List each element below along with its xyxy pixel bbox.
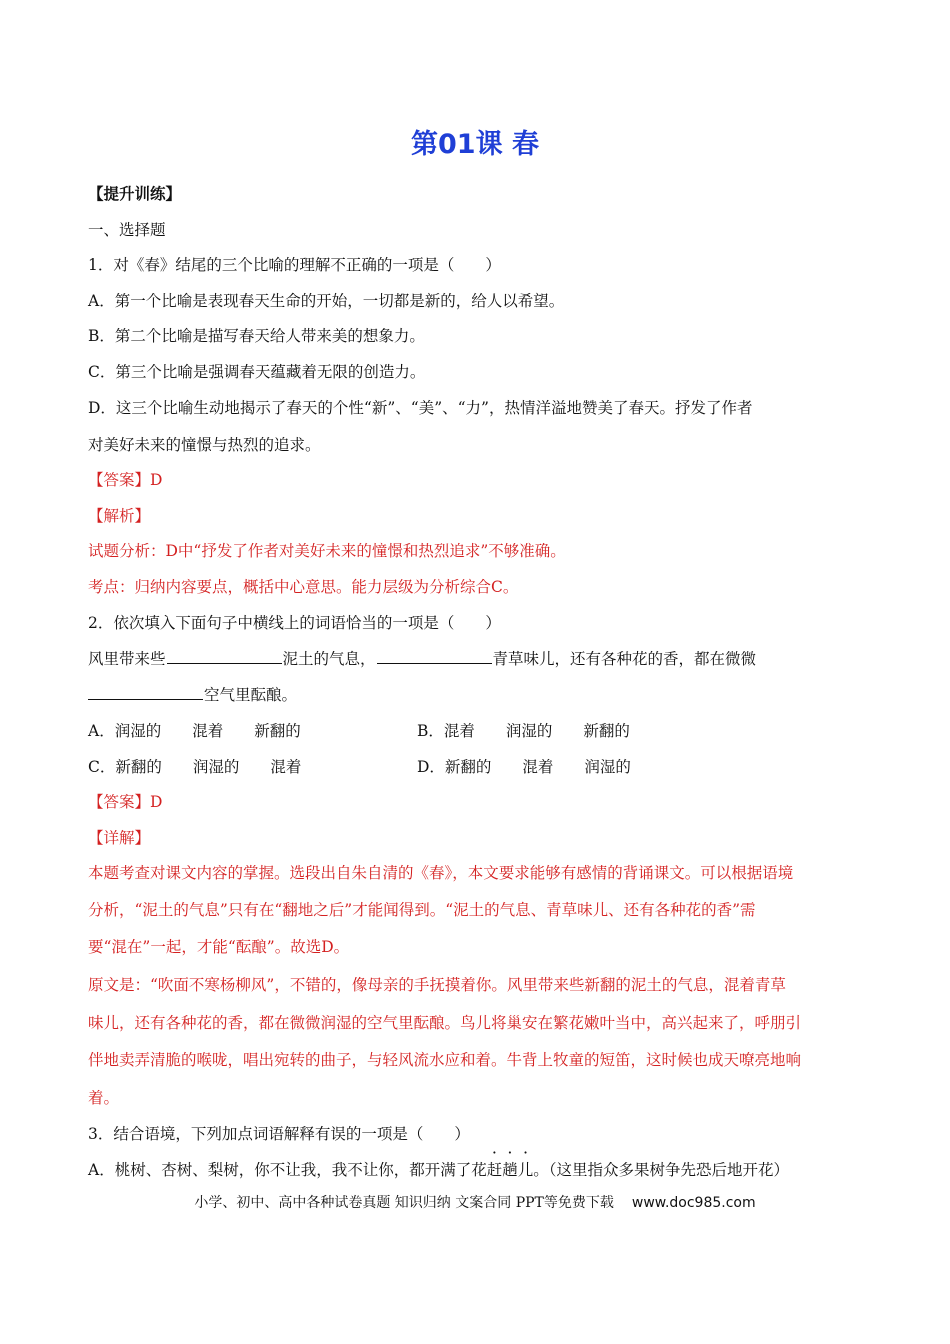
q2-sentence-part-c: 青草味儿，还有各种花的香，都在微微 [492, 650, 757, 668]
section-label: 【提升训练】 [88, 184, 182, 203]
q1-stem: 1．对《春》结尾的三个比喻的理解不正确的一项是（ ） [88, 256, 501, 274]
q1-analysis-text: 试题分析：D中“抒发了作者对美好未来的憧憬和热烈追求”不够准确。 [88, 542, 566, 560]
footer-url[interactable]: www.doc985.com [631, 1195, 756, 1211]
q2-option-b: B．混着 润湿的 新翻的 [417, 722, 630, 740]
q2-sentence-part-d: 空气里酝酿。 [204, 686, 298, 704]
q2-detail-line3: 要“混在”一起，才能“酝酿”。故选D。 [88, 938, 350, 956]
q2-original-line1: 原文是：“吹面不寒杨柳风”，不错的，像母亲的手抚摸着你。风里带来些新翻的泥土的气息，混着青草 [88, 976, 786, 994]
q3-option-a-post: 。（这里指众多果树争先恐后地开花） [533, 1161, 790, 1179]
q3-dotted-char-3: 儿 [517, 1161, 534, 1179]
q2-original-line4: 着。 [88, 1089, 120, 1107]
q2-blank-1 [167, 648, 282, 664]
q1-option-a: A．第一个比喻是表现春天生命的开始，一切都是新的，给人以希望。 [88, 292, 565, 310]
q1-answer: 【答案】D [88, 471, 163, 489]
q1-analysis-point: 考点：归纳内容要点，概括中心意思。能力层级为分析综合C。 [88, 578, 519, 596]
q3-dotted-char-2: 趟 [502, 1161, 518, 1179]
q3-option-a-pre: A．桃树、杏树、梨树，你不让我，我不让你，都开满了花 [88, 1161, 487, 1179]
q1-option-d-line1: D．这三个比喻生动地揭示了春天的个性“新”、“美”、“力”，热情洋溢地赞美了春天。抒发了作者 [88, 399, 753, 417]
q1-option-d-line2: 对美好未来的憧憬与热烈的追求。 [88, 436, 321, 454]
q1-analysis-label: 【解析】 [88, 507, 151, 525]
q2-sentence-part-b: 泥土的气息， [282, 650, 376, 668]
q2-original-line2: 味儿，还有各种花的香，都在微微润湿的空气里酝酿。鸟儿将巢安在繁花嫩叶当中，高兴起来了，呼朋引 [88, 1014, 802, 1032]
q2-stem: 2．依次填入下面句子中横线上的词语恰当的一项是（ ） [88, 614, 501, 632]
q2-blank-3 [88, 684, 203, 700]
q1-option-b: B．第二个比喻是描写春天给人带来美的想象力。 [88, 327, 425, 345]
q3-option-a [88, 1159, 868, 1181]
q2-original-line3: 伴地卖弄清脆的喉咙，唱出宛转的曲子，与轻风流水应和着。牛背上牧童的短笛，这时候也成天嘹亮地响 [88, 1051, 802, 1069]
page-footer [0, 1192, 950, 1212]
q2-detail-label: 【详解】 [88, 829, 151, 847]
page-title: 第01课 春 [411, 129, 539, 160]
q2-option-a: A．润湿的 混着 新翻的 [88, 722, 301, 740]
q2-option-c: C．新翻的 润湿的 混着 [88, 758, 302, 776]
q2-option-d: D．新翻的 混着 润湿的 [417, 758, 631, 776]
footer-text: 小学、初中、高中各种试卷真题 知识归纳 文案合同 PPT等免费下载 [194, 1195, 614, 1211]
q2-blank-2 [377, 648, 492, 664]
q2-sentence-line1 [88, 648, 868, 670]
q3-dotted-char-1: 赶 [486, 1161, 503, 1179]
q2-sentence-line2 [88, 684, 868, 706]
part-heading: 一、选择题 [88, 221, 166, 239]
q2-detail-line1: 本题考查对课文内容的掌握。选段出自朱自清的《春》，本文要求能够有感情的背诵课文。可以根据语境 [88, 864, 794, 882]
q3-stem: 3．结合语境，下列加点词语解释有误的一项是（ ） [88, 1125, 470, 1143]
q2-detail-line2: 分析，“泥土的气息”只有在“翻地之后”才能闻得到。“泥土的气息、青草味儿、还有各种花的香”需 [88, 901, 756, 919]
q2-sentence-part-a: 风里带来些 [88, 650, 166, 668]
q1-option-c: C．第三个比喻是强调春天蕴藏着无限的创造力。 [88, 363, 426, 381]
q2-answer: 【答案】D [88, 793, 163, 811]
